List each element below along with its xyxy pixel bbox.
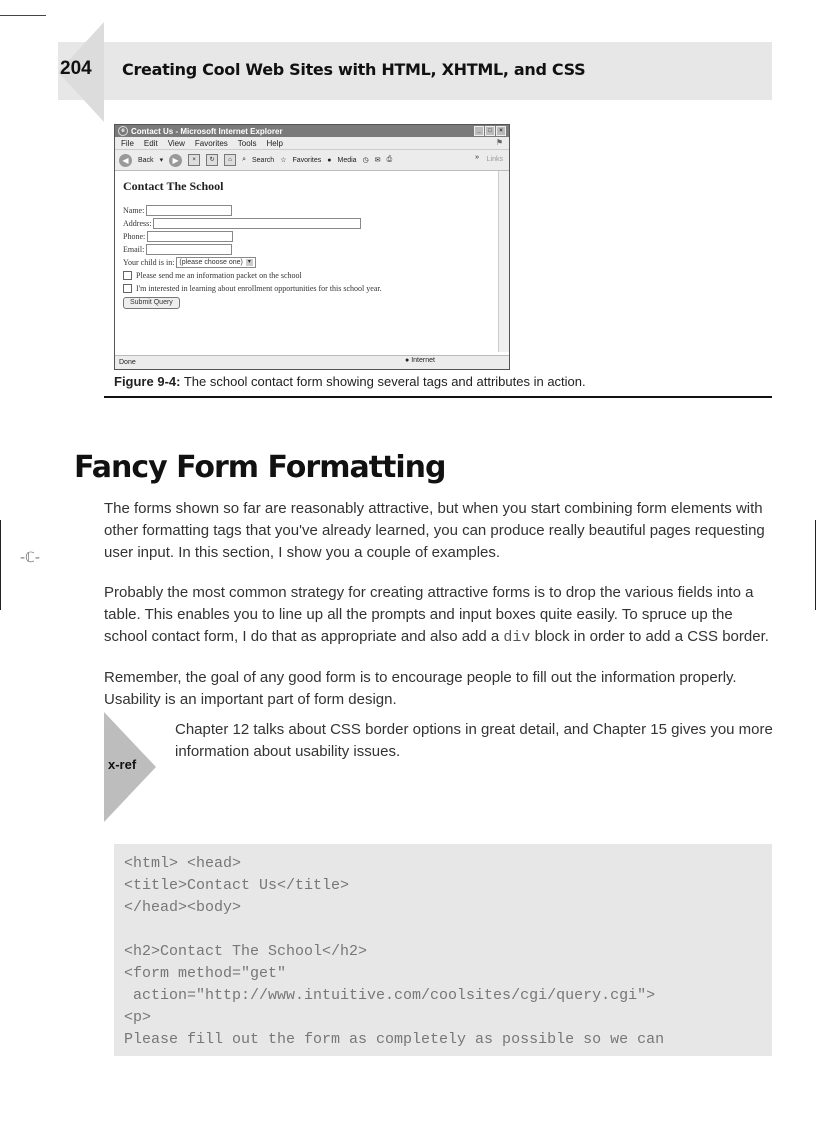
home-icon[interactable]: ⌂ <box>224 154 236 166</box>
browser-toolbar <box>115 150 509 171</box>
child-select[interactable] <box>176 257 255 268</box>
browser-window-title: Contact Us - Microsoft Internet Explorer <box>131 126 283 136</box>
code-line-9: <p> <box>124 1009 152 1026</box>
menu-favorites[interactable]: Favorites <box>194 138 228 148</box>
refresh-icon[interactable]: ↻ <box>206 154 218 166</box>
code-line-1: <html> <head> <box>124 855 242 872</box>
caption-rule <box>104 396 772 398</box>
checkbox-label-1: Please send me an information packet on the school <box>136 271 302 280</box>
paragraph-2-text-end: block in order to add a CSS border. <box>530 628 769 645</box>
back-arrow-icon[interactable]: ◀ <box>119 154 132 167</box>
media-button-label[interactable]: Media <box>337 156 357 164</box>
browser-status-bar <box>115 355 509 369</box>
toolbar-chevron[interactable]: » <box>475 154 479 161</box>
email-input[interactable] <box>146 244 232 255</box>
close-icon[interactable]: × <box>496 126 506 136</box>
child-label: Your child is in: <box>123 258 175 267</box>
section-heading: Fancy Form Formatting <box>74 450 446 485</box>
address-label: Address: <box>123 219 152 228</box>
top-rule <box>0 15 46 16</box>
checkbox-row-2 <box>123 282 509 295</box>
forward-arrow-icon[interactable]: ▶ <box>169 154 182 167</box>
child-row <box>123 256 509 269</box>
xref-text: Chapter 12 talks about CSS border options in great detail, and Chapter 15 gives you more information about usability issues. <box>175 721 773 760</box>
code-line-5: <h2>Contact The School</h2> <box>124 943 368 960</box>
vertical-scrollbar[interactable] <box>498 171 509 352</box>
dropdown-icon[interactable]: ▾ <box>159 157 164 164</box>
checkbox-label-2: I'm interested in learning about enrollment opportunities for this school year. <box>136 284 382 293</box>
child-select-value: (please choose one) <box>179 259 243 266</box>
browser-content <box>115 171 509 358</box>
margin-change-mark: -ℂ- <box>20 550 40 566</box>
minimize-icon[interactable]: _ <box>474 126 484 136</box>
name-label: Name: <box>123 206 145 215</box>
browser-screenshot <box>114 124 510 370</box>
code-line-2: <title>Contact Us</title> <box>124 877 350 894</box>
xref-label: x-ref <box>108 757 137 772</box>
running-title: Creating Cool Web Sites with HTML, XHTML, and CSS <box>122 60 586 79</box>
ie-icon: e <box>118 126 128 136</box>
search-icon[interactable]: ⌕ <box>242 156 246 163</box>
code-line-6: <form method="get" <box>124 965 287 982</box>
menu-help[interactable]: Help <box>266 138 283 148</box>
enrollment-checkbox[interactable] <box>123 284 132 293</box>
back-button-label[interactable]: Back <box>138 156 154 164</box>
search-button-label[interactable]: Search <box>252 156 275 164</box>
paragraph-2 <box>104 582 772 649</box>
contact-page-heading: Contact The School <box>123 179 224 193</box>
figure-label: Figure 9-4: <box>114 374 181 389</box>
menu-edit[interactable]: Edit <box>143 138 158 148</box>
address-row <box>123 217 509 230</box>
history-icon[interactable]: ◷ <box>362 157 369 164</box>
favorites-button-label[interactable]: Favorites <box>292 156 322 164</box>
stop-icon[interactable]: × <box>188 154 200 166</box>
paragraph-2-text: Probably the most common strategy for creating attractive forms is to drop the various fields into a table. This enables you to line up all the prompts and input boxes quite easily. To spruce up the school contact form, I do that as appropriate and also add a <box>104 584 754 645</box>
media-icon[interactable]: ● <box>327 156 332 164</box>
email-row <box>123 243 509 256</box>
links-button[interactable]: Links <box>486 156 503 163</box>
window-buttons <box>474 126 506 136</box>
name-row <box>123 204 509 217</box>
maximize-icon[interactable]: □ <box>485 126 495 136</box>
print-icon[interactable]: ⎙ <box>386 156 393 163</box>
phone-label: Phone: <box>123 232 146 241</box>
inline-code-div: div <box>503 629 531 646</box>
page-number: 204 <box>60 58 92 79</box>
margin-bar-left <box>0 520 1 610</box>
name-input[interactable] <box>146 205 232 216</box>
code-line-3: </head><body> <box>124 899 242 916</box>
status-zone <box>405 357 435 364</box>
figure-caption <box>114 374 586 389</box>
phone-input[interactable] <box>147 231 233 242</box>
email-label: Email: <box>123 245 145 254</box>
browser-title-bar <box>115 125 509 137</box>
menu-file[interactable]: File <box>121 138 134 148</box>
paragraph-3: Remember, the goal of any good form is to encourage people to fill out the information properly. Usability is an important part of form design. <box>104 669 737 708</box>
favorites-star-icon[interactable]: ☆ <box>280 157 287 164</box>
menu-view[interactable]: View <box>167 138 185 148</box>
status-zone-label: Internet <box>411 357 435 364</box>
info-packet-checkbox[interactable] <box>123 271 132 280</box>
chevron-down-icon[interactable]: ▾ <box>247 259 251 265</box>
address-input[interactable] <box>153 218 361 229</box>
browser-menu-bar <box>115 137 509 150</box>
status-done: Done <box>119 359 136 366</box>
code-line-10: Please fill out the form as completely as possible so we can <box>124 1031 665 1048</box>
globe-icon: ● <box>405 357 410 364</box>
code-line-7: action="http://www.intuitive.com/coolsites/cgi/query.cgi"> <box>124 987 656 1004</box>
menu-tools[interactable]: Tools <box>237 138 257 148</box>
paragraph-1: The forms shown so far are reasonably attractive, but when you start combining form elements with other formatting tags that you've already learned, you can produce really beautiful pages requesting user input. In this section, I show you a couple of examples. <box>104 500 765 561</box>
phone-row <box>123 230 509 243</box>
windows-flag-icon: ⚑ <box>495 138 503 147</box>
submit-query-button[interactable]: Submit Query <box>123 297 180 309</box>
checkbox-row-1 <box>123 269 509 282</box>
figure-caption-text: The school contact form showing several tags and attributes in action. <box>180 374 586 389</box>
mail-icon[interactable]: ✉ <box>374 157 381 164</box>
